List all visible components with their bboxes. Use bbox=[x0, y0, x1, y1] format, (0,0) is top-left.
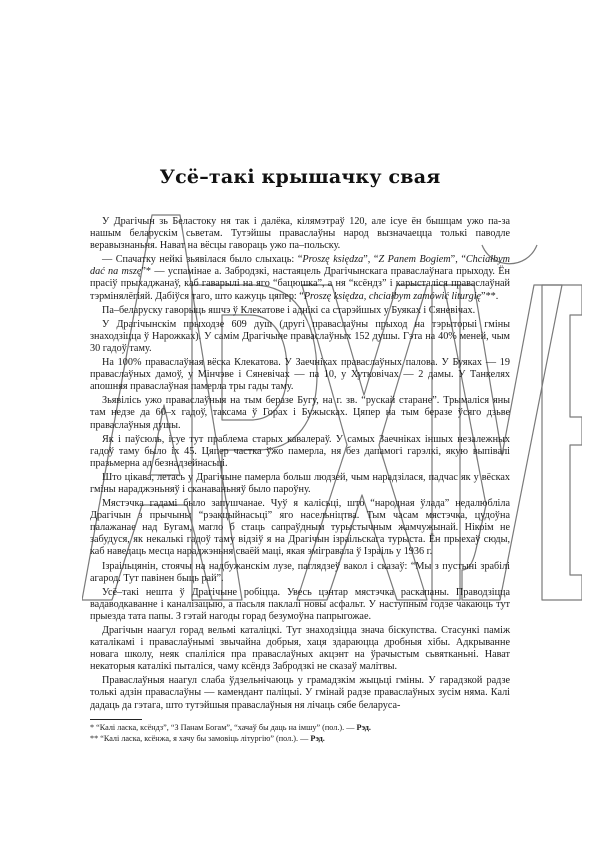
footnote-text: ** “Калі ласка, ксёнжа, я хачу бы замовіць літургію” (пол.). — bbox=[90, 733, 311, 743]
paragraph bbox=[90, 216, 510, 252]
text-run: Зьявілісь ужо праваслаўныя на тым беразе Бугу, на г. зв. “рускай старане”. Трымаліся яны там недзе да 60–х гадоў, таксама ў Горах і Бужысках. Цяпер на тым беразе ўсяго дзьве праваслаўныя душы. bbox=[90, 395, 510, 431]
italic-quote: Proszę księdza bbox=[302, 254, 364, 266]
article-title: Усё–такі крышачку свая bbox=[159, 166, 441, 188]
footnote bbox=[90, 733, 510, 744]
footnotes bbox=[90, 722, 510, 744]
text-run: На 100% праваслаўная вёска Клекатова. У Заечніках праваслаўных палова. У Буяках — 19 праваслаўных дамоў, у Мінчэве і Сяневічах — па 10, у Хутковічах — 2 дамы. У Танкелях апошняя праваслаўная памерла тры гады таму. bbox=[90, 357, 510, 393]
paragraph bbox=[90, 395, 510, 431]
paragraph bbox=[90, 561, 510, 585]
paragraph bbox=[90, 254, 510, 302]
watermark-letter-e bbox=[542, 285, 582, 600]
paragraph bbox=[90, 625, 510, 673]
italic-quote: Proszę księdza, chciałbym zamówić liturgię bbox=[303, 290, 482, 302]
italic-quote: Z Panem Bogiem bbox=[378, 254, 451, 266]
paragraph bbox=[90, 319, 510, 355]
editor-tag: Рэд. bbox=[356, 722, 371, 732]
paragraph bbox=[90, 498, 510, 558]
paragraph bbox=[90, 305, 510, 317]
text-run: Праваслаўныя наагул слаба ўдзельнічаюць у грамадзкім жыцьці гміны. У гарадзкой радзе толькі адзін праваслаўны — камендант паліцыі. У гмінай радзе праваслаўных зусім няма. Калі дадаць да гэтага, што тутэйшыя праваслаўныя ня лічаць сябе беларуса- bbox=[90, 675, 510, 711]
paragraph bbox=[90, 587, 510, 623]
text-run: Як і паўсюль, ісуе тут праблема старых кавалераў. У самых Заечніках іншых незалежных гадоў таму было іх 45. Цяпер частка ўжо памерла, ня без дапамогі гарэлкі, якую выпівалі празьмерна ад безнадзейнасьці. bbox=[90, 433, 510, 469]
paragraph bbox=[90, 357, 510, 393]
article bbox=[90, 165, 510, 744]
text-run: ”**. bbox=[481, 290, 499, 302]
text-run: ”* — успамінае а. Забродзкі, настаяцель Драгічынскага праваслаўнага прыходу. Ён прасіў прыхаджанаў, каб гаварылі на яго “бацюшка”, а ня “ксёндз” і карысталіся праваслаўнай тэрмінялёгіяй. Дабіўся таго, што кажуць цяпер: “ bbox=[90, 266, 510, 302]
text-run: У Драгічынскім прыходзе 609 душ (другі праваслаўны прыход на тэрыторыі гміны знаходзіцца ў Нарожках). У самім Драгічыне праваслаўных 152 душы. Гэта на 40% меней, чым 30 гадоў таму. bbox=[90, 318, 510, 354]
text-run: Драгічын наагул горад вельмі каталіцкі. Тут знаходзіцца знача біскупства. Стасункі паміж каталікамі і праваслаўнымі звычайна добрыя, хаця здараюцца дробныя хібы. Адкрыванне новага школу, неяк спаліліся пра праваслаўных акцэнт на ўрачыстым сьвятканьні. Нават некаторыя каталікі пыталіся, чаму ксёндз Забродзкі не сказаў малітвы. bbox=[90, 625, 510, 673]
paragraph bbox=[90, 675, 510, 711]
paragraph bbox=[90, 472, 510, 496]
text-run: Ізраільцянін, стоячы на надбужанскім лузе, паглядзеў вакол і сказаў: “Мы з пустыні зрабілі агарод. Тут павінен быць рай”. bbox=[90, 560, 510, 584]
text-run: Што цікава, летась у Драгічыне памерла больш людзей, чым нарадзілася, падчас як у вёсках гміны нараджэньняў і сканаваньняў было пароўну. bbox=[90, 471, 510, 495]
editor-tag: Рэд. bbox=[310, 733, 325, 743]
footnote-text: * “Калі ласка, ксёндз”, “З Панам Богам”, “хачаў бы даць на імшу” (пол.). — bbox=[90, 722, 357, 732]
text-run: У Драгічын зь Беластоку ня так і далёка, кілямэтраў 120, але ісуе ён бышцам ужо па-за нашым беларускім сьветам. Тутэйшы праваслаўны народ вызначаецца толькі паводле веравызнаньня. Нават на вёсцы гавораць ужо па–польску. bbox=[90, 216, 510, 252]
text-run: ”, “ bbox=[363, 254, 379, 266]
text-run: Мястэчка гадамі было запушчанае. Чуў я калісьці, што “народная ўлада” недалюбліла Драгічын з прычыны “рэакцыйнасьці” яго насельніцтва. Тым часам мястэчка, цудоўна палажанае над Бугам, магло б стаць сапраўдным турыстычным жамчужынай. Нікоім не забудуся, як некалькі гадоў таму відзіў я на Драгічын ізраільскага турыста. Ён прыехаў сюды, каб наведаць месца нараджэньня сваёй маці, якая эмігравала ў Ізраіль у 1936 г. bbox=[90, 498, 510, 558]
article-body bbox=[90, 216, 510, 712]
footnote-rule bbox=[90, 719, 142, 720]
text-run: Усё–такі нешта ў Драгічыне робіцца. Увесь цэнтар мястэчка раскапаны. Праводзіцца вадаводкаванне і каналізацыю, а пасьля паклалі новы асфальт. У наступным годзе чакаюць тут прыезда тата папы. З гэтай нагоды горад безумоўна папрыгожае. bbox=[90, 586, 510, 622]
paragraph bbox=[90, 434, 510, 470]
text-run: — Спачатку нейкі зьявілася было слыхаць: “ bbox=[102, 254, 303, 266]
text-run: Па–беларуску гаворыць яшчэ ў Клекатове і аднікі са старэйшых у Буяках і Сяневічах. bbox=[102, 304, 476, 316]
footnote bbox=[90, 722, 510, 733]
text-run: ”, “ bbox=[450, 254, 466, 266]
italic-quote: Chciałbym dać na mszę bbox=[90, 254, 510, 278]
